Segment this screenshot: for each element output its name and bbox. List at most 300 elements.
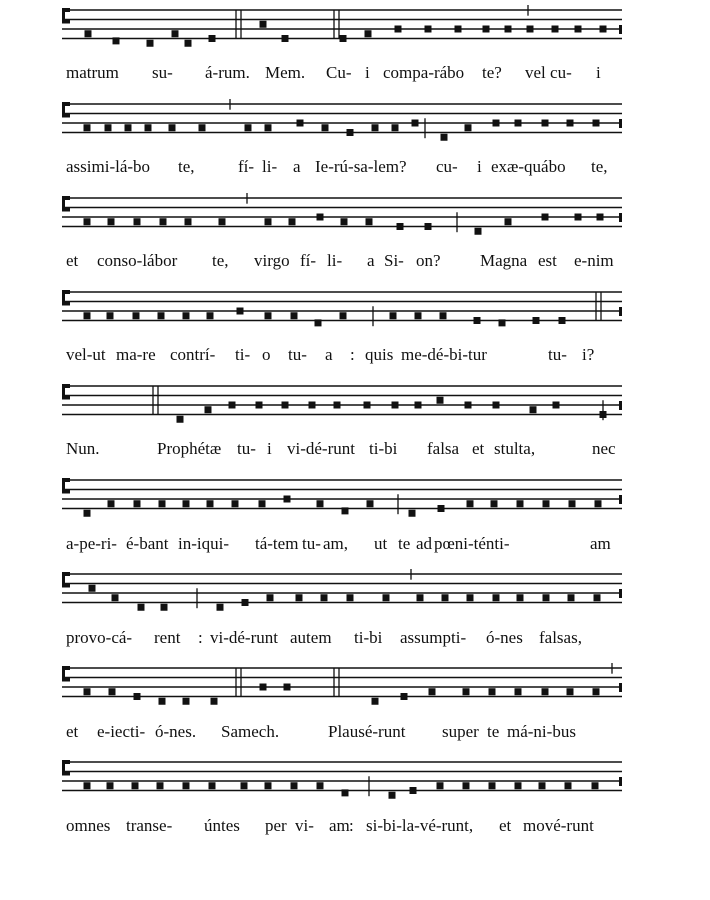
neume-note [342, 789, 349, 796]
custos-icon [619, 589, 622, 598]
do-clef-icon [62, 760, 70, 776]
neume-note [183, 312, 190, 319]
neume-note [474, 317, 481, 324]
neume-note [265, 218, 272, 225]
neume-note [505, 26, 512, 33]
neume-note [530, 406, 537, 413]
neume-note [365, 30, 372, 37]
lyric-syllable: su- [152, 63, 173, 82]
lyric-syllable: et [66, 251, 79, 270]
lyric-syllable: tu- [548, 345, 567, 364]
neume-note [183, 782, 190, 789]
neume-note [161, 604, 168, 611]
neume-note [491, 500, 498, 507]
neume-note [138, 604, 145, 611]
neume-note [199, 124, 206, 131]
lyric-syllable: est [538, 251, 557, 270]
do-clef-icon [62, 102, 70, 118]
neume-note [401, 693, 408, 700]
neume-note [552, 26, 559, 33]
neume-note [317, 782, 324, 789]
neume-note [438, 505, 445, 512]
lyric-syllable: am, [323, 534, 349, 553]
neume-note [515, 688, 522, 695]
lyric-syllable: te? [482, 63, 502, 82]
lyric-syllable: contrí- [170, 345, 216, 364]
do-clef-icon [62, 478, 70, 494]
lyric-syllable: tu- [288, 345, 307, 364]
lyric-syllable: autem [290, 628, 332, 647]
neume-note [160, 218, 167, 225]
lyric-syllable: pœni-ténti- [434, 534, 510, 553]
neume-note [84, 312, 91, 319]
neume-note [389, 792, 396, 799]
chant-system [62, 569, 622, 611]
double-bar [334, 10, 339, 39]
lyric-syllable: exæ-quábo [491, 157, 566, 176]
neume-note [207, 500, 214, 507]
neume-note [133, 312, 140, 319]
lyric-syllable: transe- [126, 816, 173, 835]
lyric-syllable: fí- [238, 157, 255, 176]
neume-note [113, 37, 120, 44]
neume-note [241, 782, 248, 789]
lyric-syllable: i? [582, 345, 595, 364]
lyric-syllable: : [350, 345, 355, 364]
neume-note [265, 782, 272, 789]
lyric-syllable: Mem. [265, 63, 306, 82]
neume-note [317, 214, 324, 221]
neume-note [409, 510, 416, 517]
neume-note [600, 26, 607, 33]
neume-note [594, 594, 601, 601]
neume-note [542, 688, 549, 695]
lyric-syllable: falsa [427, 439, 460, 458]
lyric-syllable: a [325, 345, 333, 364]
chant-system [62, 193, 622, 235]
neume-note [183, 698, 190, 705]
neume-note [442, 594, 449, 601]
neume-note [265, 312, 272, 319]
neume-note [499, 319, 506, 326]
double-bar [596, 292, 601, 321]
neume-note [132, 782, 139, 789]
neume-note [425, 223, 432, 230]
lyric-syllable: Nun. [66, 439, 100, 458]
neume-note [291, 782, 298, 789]
neume-note [237, 308, 244, 315]
lyric-syllable: i [477, 157, 482, 176]
neume-note [172, 30, 179, 37]
neume-note [159, 698, 166, 705]
neume-note [372, 698, 379, 705]
neume-note [415, 402, 422, 409]
lyric-syllable: Plausé-runt [328, 722, 406, 741]
do-clef-icon [62, 666, 70, 682]
lyric-syllable: in-iqui- [178, 534, 229, 553]
lyric-syllable: super [442, 722, 479, 741]
neume-note [567, 120, 574, 127]
neume-note [533, 317, 540, 324]
neume-note [397, 223, 404, 230]
lyric-syllable: ó-nes [486, 628, 523, 647]
neume-note [84, 124, 91, 131]
lyric-syllable: Prophétæ [157, 439, 222, 458]
chant-system [62, 99, 622, 141]
chant-system [62, 478, 622, 517]
lyric-syllable: am [329, 816, 350, 835]
lyric-syllable: tu- [237, 439, 256, 458]
lyric-syllable: rent [154, 628, 181, 647]
neume-note [517, 594, 524, 601]
neume-note [84, 688, 91, 695]
lyric-syllable: úntes [204, 816, 240, 835]
neume-note [415, 312, 422, 319]
lyric-line [0, 815, 710, 839]
lyric-syllable: ma-re [116, 345, 156, 364]
lyric-line [0, 627, 710, 651]
neume-note [595, 500, 602, 507]
lyric-syllable: te, [591, 157, 608, 176]
neume-note [342, 507, 349, 514]
double-bar [334, 668, 339, 697]
lyric-syllable: é-bant [126, 534, 169, 553]
neume-note [107, 782, 114, 789]
neume-note [517, 500, 524, 507]
neume-note [219, 218, 226, 225]
lyric-syllable: ó-nes. [155, 722, 197, 741]
custos-icon [619, 401, 622, 410]
custos-icon [619, 213, 622, 222]
lyric-line [0, 156, 710, 180]
neume-note [417, 594, 424, 601]
lyric-syllable: vi-dé-runt [210, 628, 278, 647]
lyric-syllable: vel cu- [525, 63, 572, 82]
neume-note [322, 124, 329, 131]
neume-note [297, 120, 304, 127]
neume-note [289, 218, 296, 225]
neume-note [159, 500, 166, 507]
lyric-syllable: ti- [235, 345, 251, 364]
neume-note [85, 30, 92, 37]
custos-icon [619, 25, 622, 34]
lyric-syllable: : [349, 816, 354, 835]
neume-note [429, 688, 436, 695]
lyric-syllable: te, [178, 157, 195, 176]
neume-note [84, 218, 91, 225]
lyric-syllable: stulta, [494, 439, 536, 458]
neume-note [467, 500, 474, 507]
neume-note [260, 684, 267, 691]
neume-note [410, 787, 417, 794]
lyric-syllable: fí- [300, 251, 317, 270]
do-clef-icon [62, 290, 70, 306]
lyric-syllable: te, [212, 251, 229, 270]
lyric-syllable: conso-lábor [97, 251, 178, 270]
neume-note [211, 698, 218, 705]
neume-note [145, 124, 152, 131]
neume-note [125, 124, 132, 131]
neume-note [209, 782, 216, 789]
neume-note [543, 500, 550, 507]
neume-note [108, 500, 115, 507]
lyric-syllable: i [365, 63, 370, 82]
lyric-syllable: et [499, 816, 512, 835]
neume-note [84, 782, 91, 789]
lyric-syllable: virgo [254, 251, 290, 270]
neume-note [291, 312, 298, 319]
lyric-syllable: me-dé-bi-tur [401, 345, 487, 364]
neume-note [392, 402, 399, 409]
neume-note [169, 124, 176, 131]
neume-note [542, 120, 549, 127]
lyric-syllable: i [596, 63, 601, 82]
neume-note [467, 594, 474, 601]
lyric-syllable: falsas, [539, 628, 582, 647]
neume-note [108, 218, 115, 225]
lyric-line [0, 62, 710, 86]
neume-note [347, 594, 354, 601]
neume-note [84, 510, 91, 517]
double-bar [236, 668, 241, 697]
lyric-syllable: assimi-lá-bo [66, 157, 151, 176]
lyric-syllable: ti-bi [369, 439, 398, 458]
lyric-syllable: et [472, 439, 485, 458]
lyric-syllable: te [398, 534, 411, 553]
neume-note [440, 312, 447, 319]
lyric-syllable: tu- [302, 534, 321, 553]
custos-icon [619, 683, 622, 692]
lyric-syllable: ad [416, 534, 433, 553]
lyric-syllable: assumpti- [400, 628, 467, 647]
chant-system [62, 663, 622, 705]
neume-note [553, 402, 560, 409]
neume-note [340, 312, 347, 319]
lyric-syllable: compa-rábo [383, 63, 465, 82]
neume-note [157, 782, 164, 789]
neume-note [568, 594, 575, 601]
double-bar [236, 10, 241, 39]
chant-system [62, 760, 622, 799]
custos-icon [619, 495, 622, 504]
neume-note [282, 402, 289, 409]
neume-note [559, 317, 566, 324]
lyric-syllable: nec [592, 439, 616, 458]
neume-note [515, 782, 522, 789]
neume-note [134, 218, 141, 225]
double-bar [153, 386, 158, 415]
lyric-syllable: vi- [295, 816, 314, 835]
neume-note [392, 124, 399, 131]
neume-note [315, 319, 322, 326]
neume-note [309, 402, 316, 409]
neume-note [437, 397, 444, 404]
neume-note [260, 21, 267, 28]
lyric-syllable: e-nim [574, 251, 614, 270]
neume-note [296, 594, 303, 601]
neume-note [542, 214, 549, 221]
neume-note [593, 120, 600, 127]
neume-note [475, 228, 482, 235]
neume-note [543, 594, 550, 601]
neume-note [185, 40, 192, 47]
neume-note [185, 218, 192, 225]
neume-note [569, 500, 576, 507]
lyric-syllable: a-pe-ri- [66, 534, 117, 553]
lyric-syllable: a [367, 251, 375, 270]
neume-note [565, 782, 572, 789]
neume-note [112, 594, 119, 601]
lyric-syllable: má-ni-bus [507, 722, 576, 741]
neume-note [147, 40, 154, 47]
lyric-syllable: vel-ut [66, 345, 106, 364]
neume-note [437, 782, 444, 789]
neume-note [465, 124, 472, 131]
lyric-syllable: per [265, 816, 287, 835]
neume-note [177, 416, 184, 423]
neume-note [567, 688, 574, 695]
lyric-line [0, 438, 710, 462]
lyric-syllable: provo-cá- [66, 628, 133, 647]
neume-note [217, 604, 224, 611]
neume-note [340, 35, 347, 42]
lyric-syllable: o [262, 345, 271, 364]
chant-system [62, 5, 622, 47]
neume-note [383, 594, 390, 601]
lyric-syllable: Si- [384, 251, 404, 270]
neume-note [493, 594, 500, 601]
lyric-syllable: Ie-rú-sa-lem? [315, 157, 407, 176]
do-clef-icon [62, 572, 70, 588]
neume-note [372, 124, 379, 131]
neume-note [364, 402, 371, 409]
neume-note [441, 134, 448, 141]
lyric-line [0, 721, 710, 745]
neume-note [207, 312, 214, 319]
custos-icon [619, 307, 622, 316]
neume-note [493, 402, 500, 409]
neume-note [592, 782, 599, 789]
neume-note [575, 26, 582, 33]
neume-note [205, 406, 212, 413]
neume-note [489, 688, 496, 695]
neume-note [256, 402, 263, 409]
neume-note [597, 214, 604, 221]
do-clef-icon [62, 8, 70, 24]
lyric-syllable: a [293, 157, 301, 176]
lyric-line [0, 250, 710, 274]
lyric-syllable: li- [327, 251, 343, 270]
neume-note [183, 500, 190, 507]
neume-note [105, 124, 112, 131]
lyric-syllable: omnes [66, 816, 111, 835]
neume-note [284, 496, 291, 503]
neume-note [317, 500, 324, 507]
lyric-syllable: vi-dé-runt [287, 439, 355, 458]
lyric-syllable: cu- [436, 157, 458, 176]
neume-note [465, 402, 472, 409]
lyric-syllable: te [487, 722, 500, 741]
neume-note [493, 120, 500, 127]
lyric-syllable: e-iecti- [97, 722, 146, 741]
neume-note [242, 599, 249, 606]
do-clef-icon [62, 196, 70, 212]
lyric-syllable: : [198, 628, 203, 647]
neume-note [489, 782, 496, 789]
neume-note [229, 402, 236, 409]
neume-note [483, 26, 490, 33]
lyric-syllable: am [590, 534, 611, 553]
neume-note [158, 312, 165, 319]
chant-system [62, 384, 622, 423]
neume-note [463, 782, 470, 789]
neume-note [209, 35, 216, 42]
neume-note [390, 312, 397, 319]
neume-note [134, 500, 141, 507]
lyric-syllable: Samech. [221, 722, 280, 741]
lyric-syllable: on? [416, 251, 441, 270]
neume-note [367, 500, 374, 507]
chant-system [62, 290, 622, 326]
lyric-syllable: á-rum. [205, 63, 250, 82]
neume-note [341, 218, 348, 225]
lyric-syllable: ut [374, 534, 388, 553]
lyric-line [0, 344, 710, 368]
neume-note [425, 26, 432, 33]
neume-note [334, 402, 341, 409]
lyric-syllable: li- [262, 157, 278, 176]
neume-note [539, 782, 546, 789]
neume-note [505, 218, 512, 225]
neume-note [395, 26, 402, 33]
neume-note [107, 312, 114, 319]
lyric-syllable: Cu- [326, 63, 352, 82]
neume-note [265, 124, 272, 131]
lyric-syllable: et [66, 722, 79, 741]
neume-note [321, 594, 328, 601]
neume-note [284, 684, 291, 691]
neume-note [455, 26, 462, 33]
neume-note [245, 124, 252, 131]
lyric-syllable: si-bi-la-vé-runt, [366, 816, 474, 835]
neume-note [134, 693, 141, 700]
neume-note [463, 688, 470, 695]
lyric-syllable: i [267, 439, 272, 458]
neume-note [232, 500, 239, 507]
neume-note [575, 214, 582, 221]
lyric-syllable: matrum [66, 63, 119, 82]
lyric-syllable: tá-tem [255, 534, 299, 553]
custos-icon [619, 119, 622, 128]
neume-note [593, 688, 600, 695]
neume-note [347, 129, 354, 136]
neume-note [527, 26, 534, 33]
lyric-syllable: quis [365, 345, 394, 364]
neume-note [515, 120, 522, 127]
neume-note [267, 594, 274, 601]
neume-note [109, 688, 116, 695]
neume-note [89, 585, 96, 592]
neume-note [259, 500, 266, 507]
neume-note [282, 35, 289, 42]
neume-note [412, 120, 419, 127]
lyric-syllable: ti-bi [354, 628, 383, 647]
lyric-syllable: mové-runt [523, 816, 594, 835]
lyric-line [0, 533, 710, 557]
custos-icon [619, 777, 622, 786]
do-clef-icon [62, 384, 70, 400]
lyric-syllable: Magna [480, 251, 528, 270]
